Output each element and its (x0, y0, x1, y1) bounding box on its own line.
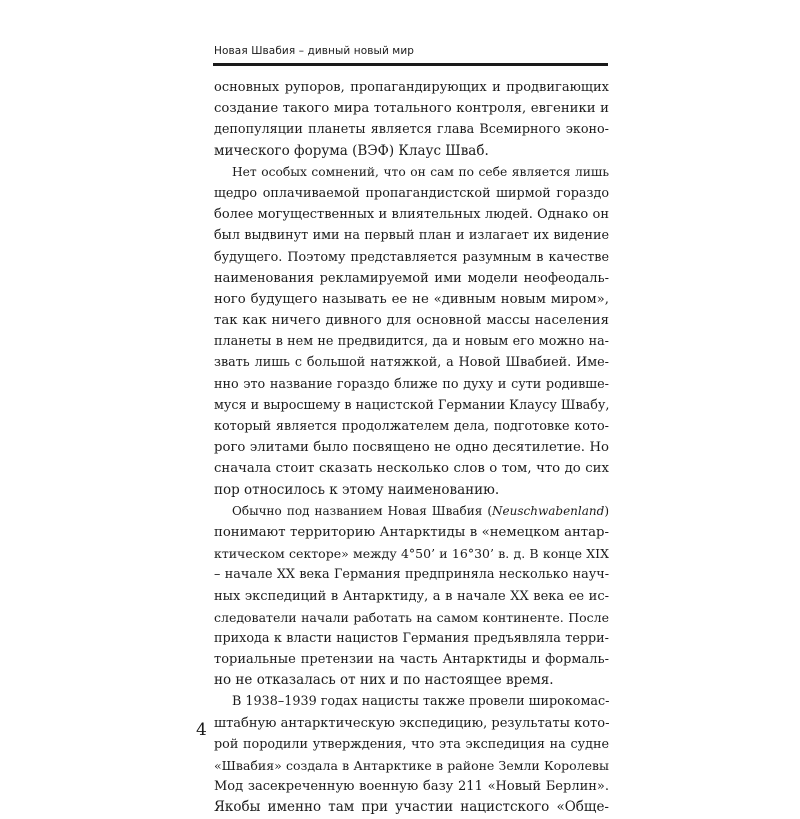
text-line: депопуляции планеты является глава Всемирного эконо- (214, 122, 609, 138)
body-text (214, 77, 609, 819)
text-line: «Швабия» создала в Антарктике в районе Земли Королевы (214, 758, 609, 773)
text-line: – начале XX века Германия предприняла несколько науч- (214, 567, 609, 583)
running-head: Новая Швабия – дивный новый мир (214, 45, 415, 57)
text-line: основных рупоров, пропагандирующих и продвигающих (214, 80, 609, 95)
text-line: сначала стоит сказать несколько слов о том, что до сих (214, 461, 609, 477)
text-line: В 1938–1939 годах нацисты также провели широкомас- (232, 694, 610, 710)
text-line: создание такого мира тотального контроля, евгеники и (214, 101, 609, 117)
text-line: Мод засекреченную военную базу 211 «Новый Берлин». (214, 779, 609, 795)
text-line: так как ничего дивного для основной массы населения (214, 313, 609, 329)
text-line: планеты в нем не предвидится, да и новым его можно на- (214, 334, 609, 350)
text-line: следователи начали работать на самом континенте. После (214, 609, 609, 625)
text-line: ториальные претензии на часть Антарктиды и формаль- (214, 652, 609, 668)
text-line: понимают территорию Антарктиды в «немецком антар- (214, 524, 609, 540)
text-line: мического форума (ВЭФ) Клаус Шваб. (214, 142, 489, 159)
text-line: более могущественных и влиятельных людей. Однако он (214, 207, 609, 223)
text-line: звать лишь с большой натяжкой, а Новой Швабией. Име- (214, 355, 609, 371)
text-line: муся и выросшему в нацистской Германии Клаусу Швабу, (214, 397, 610, 413)
text-line: Якобы именно там при участии нацистского «Обще- (214, 799, 609, 816)
text-line: будущего. Поэтому представляется разумным в качестве (214, 249, 609, 265)
text-line: Обычно под названием Новая Швабия (Neuschwabenland) (232, 503, 609, 518)
text-line: Нет особых сомнений, что он сам по себе является лишь (232, 164, 609, 179)
text-line: но не отказалась от них и по настоящее время. (214, 672, 554, 689)
text-line: штабную антарктическую экспедицию, результаты кото- (214, 715, 610, 731)
text-line: рой породили утверждения, что эта экспедиция на судне (214, 736, 609, 752)
text-line: наименования рекламируемой ими модели неофеодаль- (214, 270, 609, 286)
page-number: 4 (196, 720, 207, 740)
text-line: щедро оплачиваемой пропагандистской ширмой гораздо (214, 185, 609, 201)
text-line: пор относилось к этому наименованию. (214, 481, 500, 498)
text-line: ных экспедиций в Антарктиду, а в начале XX века ее ис- (214, 588, 609, 604)
text-line: рого элитами было посвящено не одно десятилетие. Но (214, 440, 609, 456)
text-line: который является продолжателем дела, подготовке кото- (214, 419, 609, 434)
text-line: ного будущего называть ее не «дивным новым миром», (214, 291, 609, 307)
italic-term: Neuschwabenland (492, 503, 605, 518)
text-line: ктическом секторе» между 4°50’ и 16°30’ в. д. В конце XIX (214, 546, 609, 562)
header-rule (213, 63, 608, 66)
text-line: прихода к власти нацистов Германия предъявляла терри- (214, 630, 609, 646)
text-line: был выдвинут ими на первый план и излагает их видение (214, 228, 609, 244)
text-line: нно это название гораздо ближе по духу и сути родивше- (214, 376, 609, 392)
